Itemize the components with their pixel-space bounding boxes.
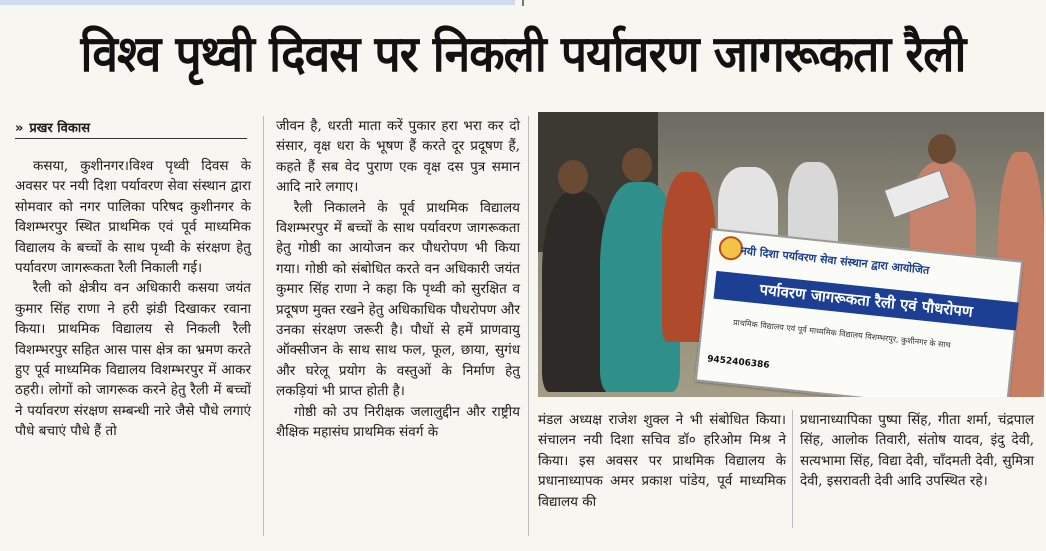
article-column-1 [15,156,251,442]
paragraph: जीवन है, धरती माता करें पुकार हरा भरा कर दो संसार, वृक्ष धरा के भूषण हैं करते दूर प्रदूषण हैं, कहते हैं सब वेद पुराण एक वृक्ष दस पुत्र समान आदि नारे लगाए। [276,118,520,196]
paragraph: रैली को क्षेत्रीय वन अधिकारी कसया जयंत कुमार सिंह राणा ने हरी झंडी दिखाकर रवाना किया। प्राथमिक विद्यालय से निकली रैली विशम्भरपुर सहित आस पास क्षेत्र का भ्रमण करते हुए पूर्व माध्यमिक विद्यालय विशम्भरपुर में आकर ठहरी। लोगों को जागरूक करने हेतु रैली में बच्चों ने पर्यावरण संरक्षण सम्बन्धी नारे जैसे पौधे लगाएं पौधे बचाएं पौधे हैं तो [15,280,251,440]
photo-head [928,134,956,164]
article-column-3 [538,410,786,512]
paragraph: रैली निकालने के पूर्व प्राथमिक विद्यालय विशम्भरपुर में बच्चों के साथ पर्यावरण जागरूकता हेतु गोष्ठी का आयोजन कर पौधरोपण भी किया गया। गोष्ठी को संबोधित करते वन अधिकारी जयंत कुमार सिंह राणा ने कहा कि पृथ्वी को सुरक्षित व प्रदूषण मुक्त रखने हेतु अधिकाधिक पौधरोपण और उनका संरक्षण जरूरी है। पौधों से हमें प्राणवायु ऑक्सीजन के साथ साथ फल, फूल, छाया, सुगंध और घरेलू प्रयोग के वस्तुओं के निर्माण हेतु लकड़ियां भी प्राप्त होती है। [276,199,520,400]
paragraph: गोष्ठी को उप निरीक्षक जलालुद्दीन और राष्ट्रीय शैक्षिक महासंघ प्राथमिक संवर्ग के [276,403,520,441]
banner-phone: 9452406386 [706,354,770,371]
top-tick [522,0,524,6]
column-divider [528,116,529,536]
byline-text: प्रखर विकास [29,121,91,136]
headline: विश्व पृथ्वी दिवस पर निकली पर्यावरण जागरूकता रैली [80,25,966,83]
paragraph: कसया, कुशीनगर।विश्व पृथ्वी दिवस के अवसर पर नयी दिशा पर्यावरण सेवा संस्थान द्वारा सोमवार को नगर पालिका परिषद कुशीनगर के विशम्भरपुर स्थित प्राथमिक एवं पूर्व माध्यमिक विद्यालय के बच्चों के साथ पृथ्वी के संरक्षण हेतु पर्यावरण जागरूकता रैली निकाली गई। [15,158,251,277]
paragraph: प्रधानाध्यापिका पुष्पा सिंह, गीता शर्मा, चंद्रपाल सिंह, आलोक तिवारी, संतोष यादव, इंदु देवी, सत्यभामा सिंह, विद्या देवी, चाँदमती देवी, सुमित्रा देवी, इसरावती देवी आदि उपस्थित रहे। [800,412,1034,490]
column-divider [263,116,264,536]
byline-marker: » [15,121,24,136]
column-divider [792,410,793,528]
banner-org: नयी दिशा पर्यावरण सेवा संस्थान द्वारा आयोजित [740,244,930,278]
article-column-4 [800,410,1034,492]
byline [15,118,247,139]
rally-photo [538,112,1044,397]
banner-title: पर्यावरण जागरूकता रैली एवं पौधरोपण [714,271,1019,331]
photo-head [622,148,652,182]
top-rule [0,0,515,5]
photo-head [558,160,588,194]
article-column-2 [276,116,520,443]
banner-venue: प्राथमिक विद्यालय एवं पूर्व माध्यमिक विद्यालय विशम्भरपुर, कुशीनगर के साथ [732,317,952,350]
paragraph: मंडल अध्यक्ष राजेश शुक्ल ने भी संबोधित किया। संचालन नयी दिशा सचिव डॉ० हरिओम मिश्र ने किया। इस अवसर पर प्राथमिक विद्यालय के प्रधानाध्यापक अमर प्रकाश पांडेय, पूर्व माध्यमिक विद्यालय की [538,412,786,510]
next-headline-cutoff [0,535,1046,551]
